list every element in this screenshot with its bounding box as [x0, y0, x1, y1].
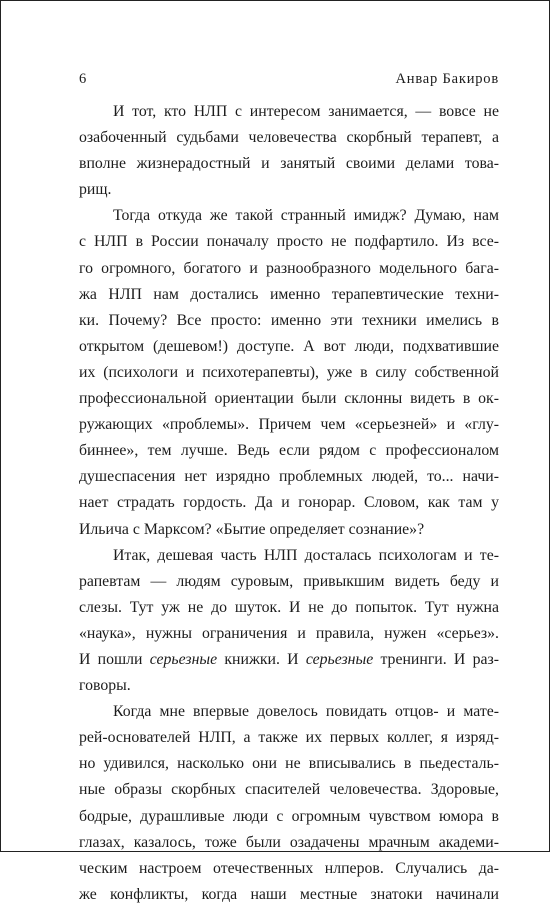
running-head-author: Анвар Бакиров: [395, 71, 499, 87]
text-line: озабоченный судьбами человечества скорбный терапевт, а: [79, 129, 499, 147]
text-line: ки. Почему? Все просто: именно эти техники имелись в: [79, 311, 499, 329]
text-line: глазах, казалось, тоже были озадачены мрачным академи-: [79, 833, 499, 851]
text-line: слезы. Тут уж не до шуток. И не до попыток. Тут нужна: [79, 598, 499, 616]
text-line: Когда мне впервые довелось повидать отцов- и мате-: [113, 703, 499, 721]
text-line: душеспасения нет изрядно проблемных людей, то... начи-: [79, 468, 499, 486]
text-run: тренинги. И раз-: [373, 650, 499, 668]
italic-emphasis: серьезные: [305, 650, 374, 668]
text-line: рапевтам — людям суровым, привыкшим видеть беду и: [79, 572, 499, 590]
text-line: жа НЛП нам достались именно терапевтические техни-: [79, 285, 499, 303]
text-line: бодрые, дурашливые люди с огромным чувством юмора в: [79, 807, 499, 825]
text-run: книжки. И: [217, 650, 306, 668]
text-line: рей-основателей НЛП, а также их первых коллег, я изряд-: [79, 729, 499, 747]
body-text: [79, 99, 499, 908]
text-line: биннее», тем лучше. Ведь если рядом с профессионалом: [79, 442, 499, 460]
text-line: же конфликты, когда наши местные знатоки начинали: [79, 885, 499, 903]
page-header: [79, 69, 499, 89]
text-line: И тот, кто НЛП с интересом занимается, — вовсе не: [113, 103, 499, 120]
text-line: с НЛП в России поначалу просто не подфартило. Из все-: [79, 233, 499, 251]
text-line: го огромного, богатого и разнообразного модельного бага-: [79, 259, 499, 277]
text-line: Тогда откуда же такой странный имидж? Думаю, нам: [113, 207, 499, 225]
text-line: нает страдать гордость. Да и гонорар. Словом, как там у: [79, 494, 499, 512]
text-line: «наука», нужны ограничения и правила, нужен «серьез».: [79, 624, 499, 642]
page-number: 6: [79, 71, 87, 87]
text-line: Итак, дешевая часть НЛП досталась психологам и те-: [113, 546, 499, 564]
italic-emphasis: серьезные: [149, 650, 218, 668]
text-line: ружающих «проблемы». Причем чем «серьезней» и «глу-: [79, 416, 499, 434]
text-line: вполне жизнерадостный и занятый своими делами това-: [79, 155, 499, 173]
text-line: говоры.: [79, 677, 131, 695]
text-line: профессиональной ориентации были склонны видеть в ок-: [79, 390, 499, 408]
text-run: И пошли: [79, 650, 150, 668]
text-line-with-italics: [79, 647, 499, 673]
text-line: но удивился, насколько они не вписывались в пьедесталь-: [79, 755, 499, 773]
text-line: открытом (дешевом!) доступе. А вот люди, подхватившие: [79, 337, 499, 355]
text-line: ные образы скорбных спасителей человечества. Здоровые,: [79, 781, 499, 799]
text-line: Ильича с Марксом? «Бытие определяет сознание»?: [79, 520, 425, 538]
text-line: ческим настроем отечественных нлперов. Случались да-: [79, 859, 499, 877]
text-line: рищ.: [79, 181, 112, 199]
text-line: их (психологи и психотерапевты), уже в силу собственной: [79, 363, 499, 381]
